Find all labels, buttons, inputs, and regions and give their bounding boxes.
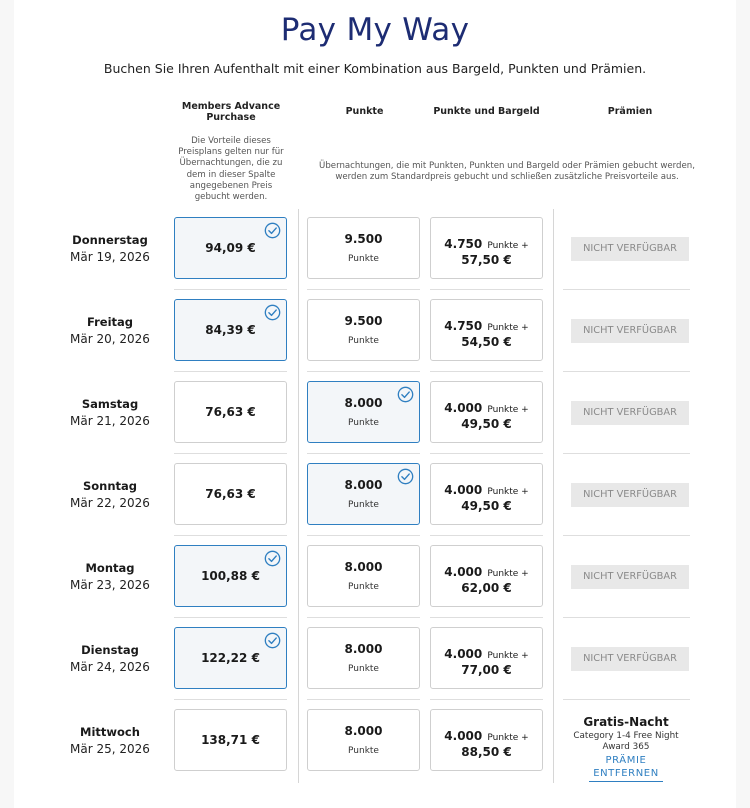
check-circle-icon [264,632,281,649]
award-not-available-badge: NICHT VERFÜGBAR [571,237,689,261]
points-and-cash-option[interactable] [430,627,543,689]
points-amount: 4.750 [444,319,483,333]
row-divider [430,453,543,454]
members-advance-rate-option[interactable] [174,545,287,607]
date-label: Mär 24, 2026 [70,660,150,674]
rate-price: 76,63 € [205,405,256,419]
members-advance-rate-option[interactable] [174,627,287,689]
weekday-label: Dienstag [81,643,139,657]
points-unit-label: Punkte [348,582,379,592]
members-note-line: angegebenen Preis [189,180,273,191]
check-circle-icon [264,222,281,239]
column-header-members-line1: Members Advance [181,101,281,112]
points-and-cash-points [431,479,542,498]
points-plus-label: Punkte + [487,569,529,579]
row-divider [563,453,690,454]
row-date [58,479,162,510]
members-note-line: dem in dieser Spalte [186,169,276,180]
cash-amount: 77,00 € [461,663,512,677]
award-not-available-badge: NICHT VERFÜGBAR [571,565,689,589]
points-and-cash-points [431,397,542,416]
points-amount: 8.000 [344,478,383,492]
points-amount: 9.500 [344,232,383,246]
free-night-desc [562,731,690,753]
check-circle-icon [264,550,281,567]
points-plus-label: Punkte + [487,323,529,333]
table-row [0,545,750,627]
page-subtitle: Buchen Sie Ihren Aufenthalt mit einer Kombination aus Bargeld, Punkten und Prämien. [103,61,647,76]
cash-amount: 49,50 € [461,417,512,431]
date-label: Mär 22, 2026 [70,496,150,510]
points-plus-label: Punkte + [487,733,529,743]
table-row [0,217,750,299]
column-header-points-cash: Punkte und Bargeld [433,106,540,117]
award-not-available-badge: NICHT VERFÜGBAR [571,483,689,507]
standard-rate-note [305,161,709,183]
rate-price: 100,88 € [201,569,260,583]
points-plus-label: Punkte + [487,241,529,251]
points-rate-option[interactable] [307,463,420,525]
members-note-line: Übernachtungen, die zu [179,158,283,169]
members-advance-rate-option[interactable] [174,299,287,361]
points-and-cash-option[interactable] [430,463,543,525]
weekday-label: Freitag [86,315,134,329]
points-and-cash-points [431,315,542,334]
points-and-cash-points [431,725,542,744]
weekday-label: Mittwoch [80,725,140,739]
award-not-available-badge: NICHT VERFÜGBAR [571,401,689,425]
points-amount: 4.000 [444,401,483,415]
row-divider [307,371,420,372]
row-divider [174,617,287,618]
row-divider [174,371,287,372]
table-row [0,709,750,791]
row-divider [563,371,690,372]
points-amount: 8.000 [344,396,383,410]
points-amount: 4.000 [444,647,483,661]
weekday-label: Samstag [81,397,139,411]
standard-rate-note-line: werden zum Standardpreis gebucht und schließen zusätzliche Preisvorteile aus. [335,172,679,183]
points-and-cash-option[interactable] [430,217,543,279]
award-not-available-badge: NICHT VERFÜGBAR [571,319,689,343]
cash-amount: 88,50 € [461,745,512,759]
free-night-desc-line: Award 365 [602,742,650,752]
remove-award-link-line: ENTFERNEN [593,767,659,779]
weekday-label: Sonntag [82,479,138,493]
standard-rate-note-line: Übernachtungen, die mit Punkten, Punkten und Bargeld oder Prämien gebucht werden, [319,161,695,171]
row-divider [430,535,543,536]
table-row [0,627,750,709]
points-unit-label: Punkte [348,664,379,674]
points-and-cash-option[interactable] [430,545,543,607]
points-amount: 4.000 [444,483,483,497]
row-date [58,725,162,756]
rate-price: 138,71 € [201,733,260,747]
check-circle-icon [264,304,281,321]
row-divider [307,699,420,700]
rate-price: 76,63 € [205,487,256,501]
weekday-label: Montag [85,561,135,575]
row-divider [563,699,690,700]
row-date [58,397,162,428]
column-header-members-line2: Purchase [206,112,256,123]
points-amount: 8.000 [344,560,383,574]
row-divider [174,535,287,536]
points-unit-label: Punkte [348,746,379,756]
members-note [174,136,288,203]
date-label: Mär 20, 2026 [70,332,150,346]
rate-price: 122,22 € [201,651,260,665]
row-divider [563,617,690,618]
weekday-label: Donnerstag [72,233,148,247]
row-divider [430,617,543,618]
row-date [58,233,162,264]
points-unit-label: Punkte [348,418,379,428]
rate-price: 94,09 € [205,241,256,255]
row-divider [307,453,420,454]
free-night-desc-line: Category 1-4 Free Night [573,731,679,741]
cash-amount: 54,50 € [461,335,512,349]
points-and-cash-points [431,643,542,662]
points-unit-label: Punkte [348,254,379,264]
date-label: Mär 21, 2026 [70,414,150,428]
members-advance-rate-option[interactable] [174,709,287,771]
points-rate-option[interactable] [307,709,420,771]
points-rate-option[interactable] [307,381,420,443]
members-note-line: Preisplans gelten nur für [178,147,284,158]
free-night-award [562,715,690,782]
row-divider [430,371,543,372]
row-divider [307,617,420,618]
points-and-cash-option[interactable] [430,381,543,443]
table-row [0,463,750,545]
date-label: Mär 19, 2026 [70,250,150,264]
members-note-line: gebucht werden. [194,192,268,203]
points-rate-option[interactable] [307,299,420,361]
cash-amount: 49,50 € [461,499,512,513]
members-advance-rate-option[interactable] [174,381,287,443]
points-and-cash-points [431,233,542,252]
row-divider [563,535,690,536]
points-and-cash-points [431,561,542,580]
points-amount: 8.000 [344,724,383,738]
points-amount: 9.500 [344,314,383,328]
free-night-title: Gratis-Nacht [583,715,669,729]
cash-amount: 62,00 € [461,581,512,595]
table-row [0,299,750,381]
remove-award-link-line: PRÄMIE [605,755,647,766]
date-label: Mär 23, 2026 [70,578,150,592]
members-advance-rate-option[interactable] [174,463,287,525]
points-plus-label: Punkte + [487,487,529,497]
members-note-line: Die Vorteile dieses [191,136,271,146]
members-advance-rate-option[interactable] [174,217,287,279]
table-row [0,381,750,463]
column-header-awards: Prämien [607,106,653,117]
row-divider [174,289,287,290]
row-divider [430,699,543,700]
points-amount: 4.750 [444,237,483,251]
rate-price: 84,39 € [205,323,256,337]
award-not-available-badge: NICHT VERFÜGBAR [571,647,689,671]
points-and-cash-option[interactable] [430,709,543,771]
points-rate-option[interactable] [307,627,420,689]
points-and-cash-option[interactable] [430,299,543,361]
row-date [58,315,162,346]
row-divider [430,289,543,290]
column-header-members-advance [174,101,288,123]
row-divider [174,699,287,700]
points-amount: 8.000 [344,642,383,656]
points-rate-option[interactable] [307,217,420,279]
remove-award-link[interactable] [589,755,663,782]
row-date [58,561,162,592]
row-date [58,643,162,674]
date-label: Mär 25, 2026 [70,742,150,756]
row-divider [307,289,420,290]
column-header-points: Punkte [345,106,384,117]
points-plus-label: Punkte + [487,651,529,661]
points-unit-label: Punkte [348,336,379,346]
page-title: Pay My Way [280,12,470,48]
cash-amount: 57,50 € [461,253,512,267]
row-divider [307,535,420,536]
points-rate-option[interactable] [307,545,420,607]
points-unit-label: Punkte [348,500,379,510]
row-divider [174,453,287,454]
row-divider [563,289,690,290]
points-plus-label: Punkte + [487,405,529,415]
points-amount: 4.000 [444,729,483,743]
points-amount: 4.000 [444,565,483,579]
